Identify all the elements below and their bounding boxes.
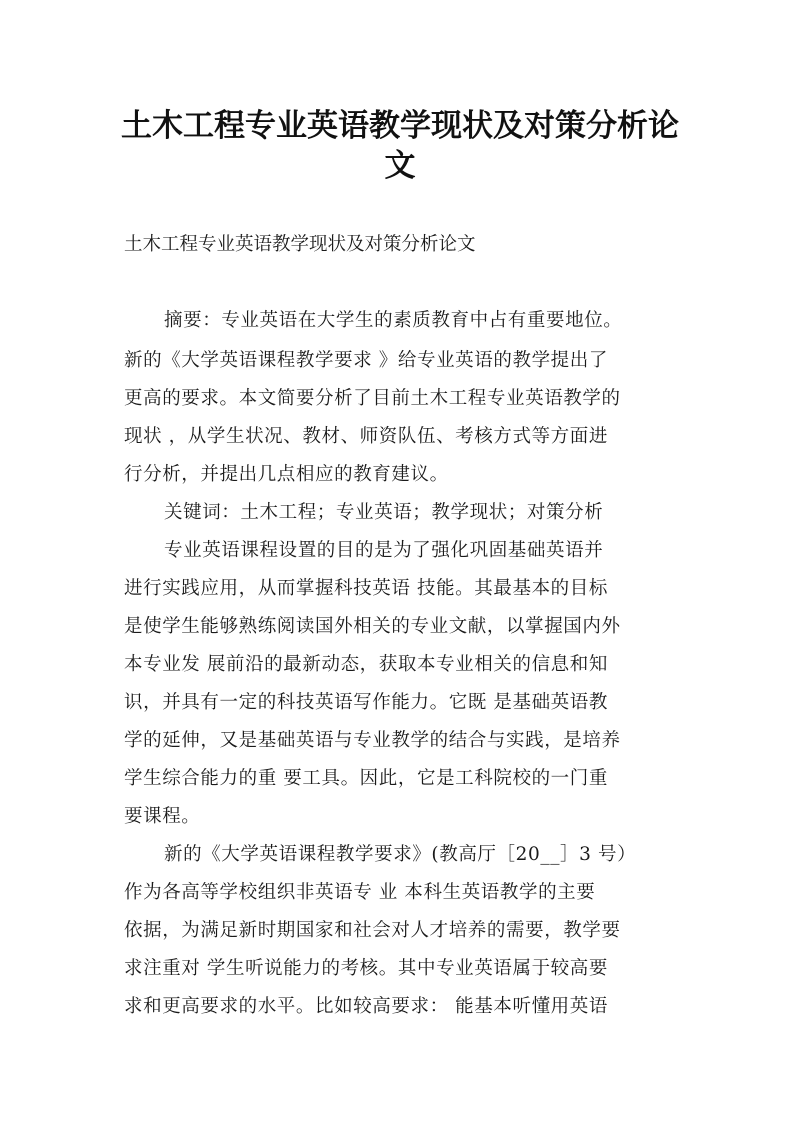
paragraph-1-line: 识，并具有一定的科技英语写作能力。它既 是基础英语教 [124, 692, 608, 713]
abstract-line: 现状 ，从学生状况、教材、师资队伍、考核方式等方面进 [124, 426, 608, 447]
abstract-line: 行分析，并提出几点相应的教育建议。 [124, 464, 449, 485]
document-title-line-2: 文 [384, 148, 416, 184]
document-title-line-1: 土木工程专业英语教学现状及对策分析论 [121, 108, 679, 144]
paragraph-1-line: 本专业发 展前沿的最新动态，获取本专业相关的信息和知 [124, 654, 608, 675]
paragraph-1-line: 要课程。 [124, 806, 201, 827]
paragraph-2-line: 依据，为满足新时期国家和社会对人才培养的需要，教学要 [124, 920, 621, 941]
abstract-line: 更高的要求。本文简要分析了目前土木工程专业英语教学的 [124, 388, 621, 409]
paragraph-1-line: 专业英语课程设置的目的是为了强化巩固基础英语并 [164, 540, 604, 561]
paragraph-1-line: 进行实践应用，从而掌握科技英语 技能。其最基本的目标 [124, 578, 608, 599]
paragraph-2-line: 求注重对 学生听说能力的考核。其中专业英语属于较高要 [124, 958, 608, 979]
abstract-line: 摘要：专业英语在大学生的素质教育中占有重要地位。 [164, 310, 623, 331]
paragraph-2-line: 新的《大学英语课程教学要求》(教高厅［20__］3 号） [164, 844, 637, 865]
paragraph-1-line: 学生综合能力的重 要工具。因此，它是工科院校的一门重 [124, 768, 608, 789]
paragraph-1-line: 是使学生能够熟练阅读国外相关的专业文献，以掌握国内外 [124, 616, 621, 637]
document-subtitle: 土木工程专业英语教学现状及对策分析论文 [124, 234, 476, 255]
abstract-line: 新的《大学英语课程教学要求 》给专业英语的教学提出了 [124, 350, 608, 371]
paragraph-2-line: 求和更高要求的水平。比如较高要求： 能基本听懂用英语 [124, 996, 608, 1017]
paragraph-1-line: 学的延伸，又是基础英语与专业教学的结合与实践，是培养 [124, 730, 621, 751]
paragraph-2-line: 作为各高等学校组织非英语专 业 本科生英语教学的主要 [124, 882, 596, 903]
keywords-line: 关键词：土木工程；专业英语；教学现状；对策分析 [164, 502, 604, 523]
